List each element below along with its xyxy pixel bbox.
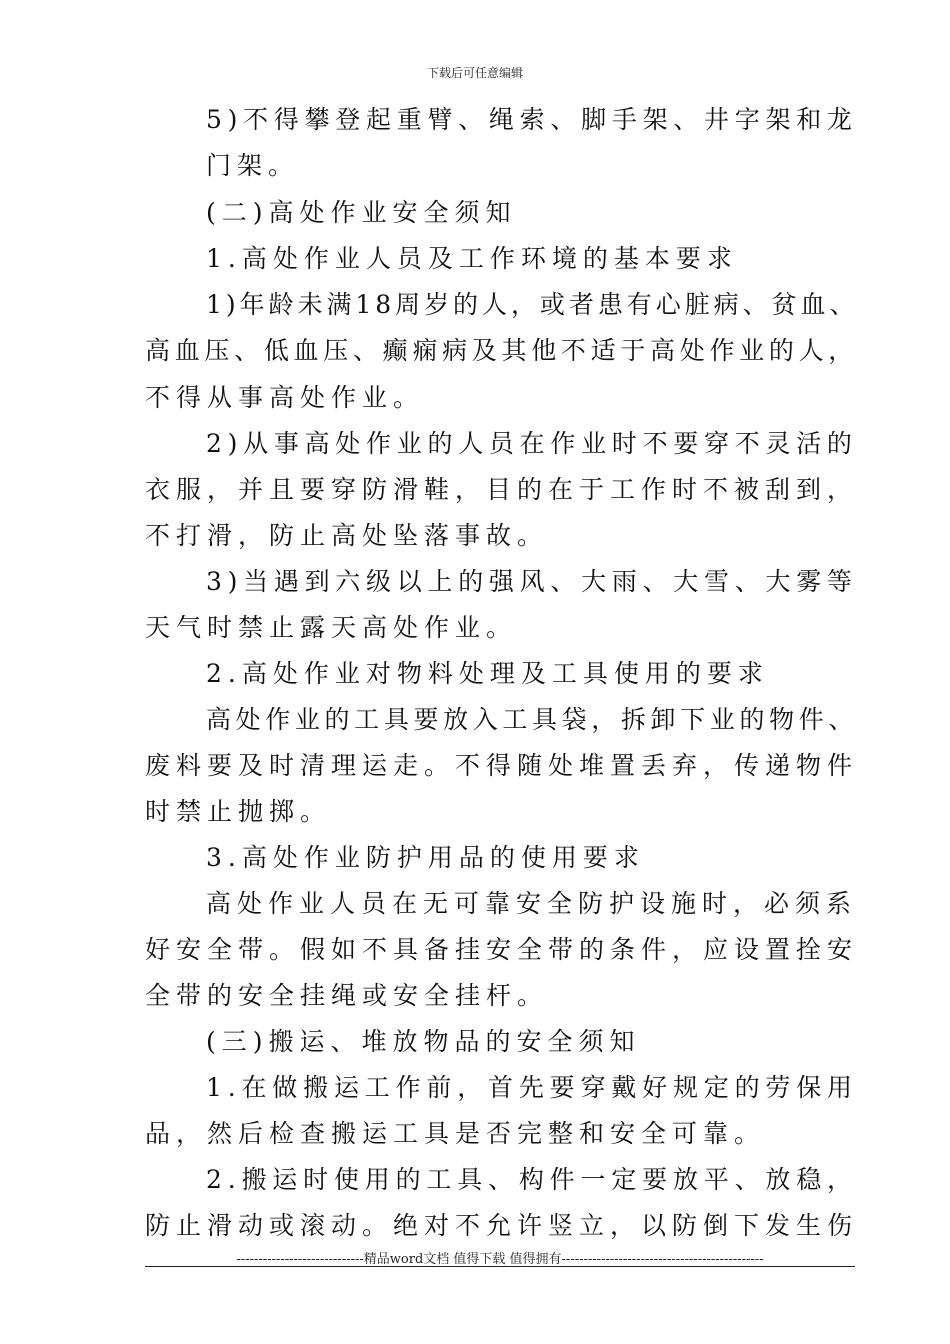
text-line: 好安全带。假如不具备挂安全带的条件，应设置拴安	[145, 935, 859, 964]
text-line: 防止滑动或滚动。绝对不允许竖立，以防倒下发生伤	[145, 1211, 859, 1240]
text-line: 不得从事高处作业。	[145, 383, 425, 412]
text-line: 3)当遇到六级以上的强风、大雨、大雪、大雾等	[206, 567, 858, 596]
text-line: 不打滑，防止高处坠落事故。	[145, 521, 549, 550]
text-line: 1)年龄未满18周岁的人，或者患有心脏病、贫血、	[206, 290, 859, 319]
text-line: 衣服，并且要穿防滑鞋，目的在于工作时不被刮到，	[145, 475, 859, 504]
footer-rule	[145, 1266, 855, 1267]
section-heading: (三)搬运、堆放物品的安全须知	[206, 1027, 641, 1056]
text-line: 5)不得攀登起重臂、绳索、脚手架、井字架和龙	[206, 105, 858, 134]
text-line: 高血压、低血压、癫痫病及其他不适于高处作业的人，	[145, 336, 859, 365]
text-line: 品，然后检查搬运工具是否完整和安全可靠。	[145, 1119, 766, 1148]
text-line: 高处作业人员在无可靠安全防护设施时，必须系	[206, 889, 858, 918]
text-line: 2)从事高处作业的人员在作业时不要穿不灵活的	[206, 429, 858, 458]
text-line: 门架。	[206, 151, 300, 180]
page-header: 下载后可任意编辑	[426, 66, 523, 80]
text-line: 高处作业的工具要放入工具袋，拆卸下业的物件、	[206, 705, 859, 734]
page-footer: -----------------------------精品word文档 值得下载 值得拥有----------------------------------------------	[236, 1252, 764, 1267]
section-heading: (二)高处作业安全须知	[206, 198, 517, 227]
subsection-heading: 3.高处作业防护用品的使用要求	[206, 843, 645, 872]
text-line: 2.搬运时使用的工具、构件一定要放平、放稳，	[206, 1165, 858, 1194]
text-line: 1.在做搬运工作前，首先要穿戴好规定的劳保用	[206, 1073, 858, 1102]
subsection-heading: 1.高处作业人员及工作环境的基本要求	[206, 244, 738, 273]
text-line: 时禁止抛掷。	[145, 797, 332, 826]
text-line: 全带的安全挂绳或安全挂杆。	[145, 981, 549, 1010]
text-line: 废料要及时清理运走。不得随处堆置丢弃，传递物件	[145, 751, 859, 780]
subsection-heading: 2.高处作业对物料处理及工具使用的要求	[206, 659, 769, 688]
text-line: 天气时禁止露天高处作业。	[145, 613, 518, 642]
